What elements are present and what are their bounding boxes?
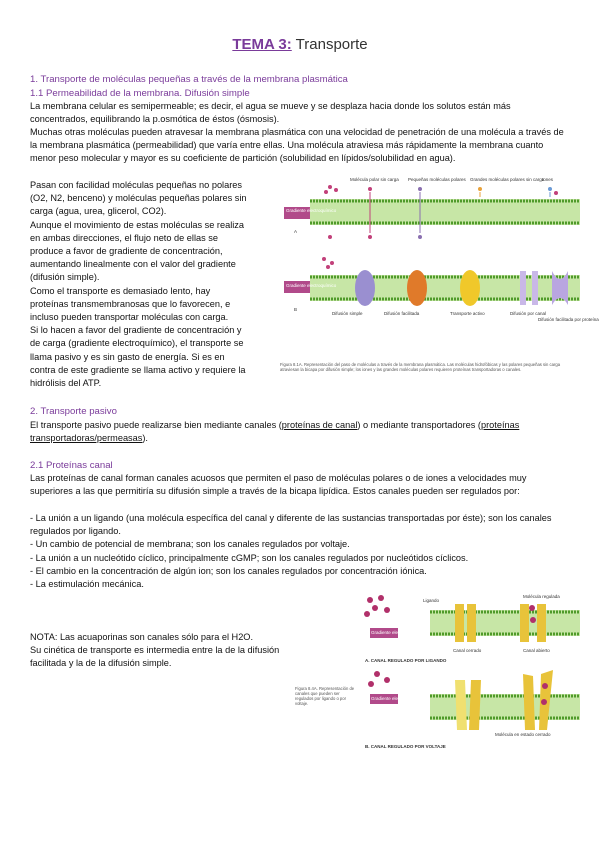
fig2-label-1: Molécula regulada [523,594,560,599]
fig1-label-3: Iones [542,177,554,182]
fig2-label-8: B. CANAL REGULADO POR VOLTAJE [365,744,446,749]
page-title: TEMA 3: Transporte [232,36,368,53]
list-item: - La unión a un nucleótido cíclico, principalmente cGMP; son los canales regulados por nucleótidos cíclicos. [30,552,469,563]
paragraph-passive-transport: El transporte pasivo puede realizarse bien mediante canales (proteínas de canal) o mediante transportadores (proteínas transportadoras/permeasas). [30,420,520,444]
note-aquaporins: NOTA: Las acuaporinas son canales sólo para el H2O. Su cinética de transporte es intermedia entre la de la difusión facilitada y la de la difusión simple. [30,632,280,669]
left-column-text: Pasan con facilidad moléculas pequeñas no polares (O2, N2, benceno) y moléculas pequeñas polares sin carga (agua, urea, glicerol, CO2). Aunque el movimiento de estas moléculas se realiza en ambas direcciones, el flujo neto de ellas se produce a favor de gradiente de concentración, aumentando linealmente con el valor del gradiente (difusión simple). Como el transporte es demasiado lento, hay proteínas transmembranosas que lo favorecen, e incluso pueden transportar moléculas con carga. Si lo hacen a favor del gradiente de concentración y de carga (gradiente electroquímico), el transporte se llama pasivo y es sin gasto de energía. Si es en contra de este gradiente se llama activo y requiere la hidrólisis del ATP. [30,180,247,389]
fig2-label-2: Gradiente electroquímico [371,630,422,635]
list-item: - La unión a un ligando (una molécula específica del canal y diferente de las sustancias transportadas por éste); son los canales regulados por ligando. [30,513,552,537]
fig1-label-6: Difusión simple [332,311,363,316]
paragraph-permeability: Muchas otras moléculas pueden atravesar la membrana plasmática con una velocidad de penetración de una molécula a través de la membrana plasmática (permeabilidad) que varía entre ellas. Una molécula atraviesa más rápidamente la membrana cuanto menor peso molecular y mayor es su coeficiente de partición (solubilidad en lípidos/solubilidad en agua). [30,127,564,164]
fig2-label-5: A. CANAL REGULADO POR LIGANDO [365,658,447,663]
active-pump [460,270,480,306]
section1-heading: 1. Transporte de moléculas pequeñas a través de la membrana plasmática [30,74,348,85]
figure1-caption: Figura 8.1A. Representación del paso de moléculas a través de la membrana plasmática. Las moléculas hidrofóbicas y las polares pequeñas sin carga atraviesan la bicapa por difusión simple; los iones y las grandes moléculas polares requieren proteínas transportadoras o canales. [280,362,561,372]
fig2-label-3: Canal cerrado [453,648,482,653]
fig2-label-7: Molécula en estado cerrado [495,732,551,737]
channel-diagram [295,590,585,760]
fig1-label-0: Molécula polar sin carga [350,177,399,182]
channel-figure [295,590,585,760]
fig2-label-0: Ligando [423,598,440,603]
fig1-label-4: Gradiente electroquímico [286,208,337,213]
membrane-diagram [280,175,599,355]
carrier-protein [355,270,375,306]
fig1-label-9: Difusión por canal [510,311,547,316]
regulation-list [30,512,570,591]
list-item: - El cambio en la concentración de algún ion; son los canales regulados por concentración iónica. [30,565,427,576]
svg-text:B: B [294,307,298,312]
paragraph-semipermeable: La membrana celular es semipermeable; es decir, el agua se mueve y se desplaza hacia donde los solutos están más concentrados, equilibrando la p.osmótica de éstos (ósmosis). [30,101,511,125]
fig1-label-5: Gradiente electroquímico [286,283,337,288]
fig1-label-1: Pequeñas moléculas polares [408,177,466,182]
fig2-label-4: Canal abierto [523,648,550,653]
list-item: - La estimulación mecánica. [30,579,144,590]
paragraph-channels: Las proteínas de canal forman canales acuosos que permiten el paso de moléculas polares o de iones a velocidades muy superiores a las que permitiría su difusión simple a través de la bicapa lipídica. Estos canales pueden ser regulados por: [30,473,527,497]
fig2-label-6: Gradiente electroquímico [371,696,422,701]
fig1-label-8: Transporte activo [450,311,485,316]
list-item: - Un cambio de potencial de membrana; son los canales regulados por voltaje. [30,539,350,550]
section21-heading: 2.1 Proteínas canal [30,460,113,471]
fig1-label-10: Difusión facilitada por proteína [538,317,599,322]
fig1-label-7: Difusión facilitada [384,311,420,316]
transport-figure [280,175,599,390]
carrier-protein-2 [407,270,427,306]
svg-text:A: A [294,229,298,234]
membrane-b [310,275,580,301]
membrane-a [310,199,580,225]
figure2-caption: Figura 8.4A. Representación de canales que pueden ser regulados por ligando o por voltaje. [295,686,355,706]
section2-heading: 2. Transporte pasivo [30,406,117,417]
section1-subheading: 1.1 Permeabilidad de la membrana. Difusión simple [30,88,250,99]
fig1-label-2: Grandes moléculas polares sin carga [470,177,545,182]
